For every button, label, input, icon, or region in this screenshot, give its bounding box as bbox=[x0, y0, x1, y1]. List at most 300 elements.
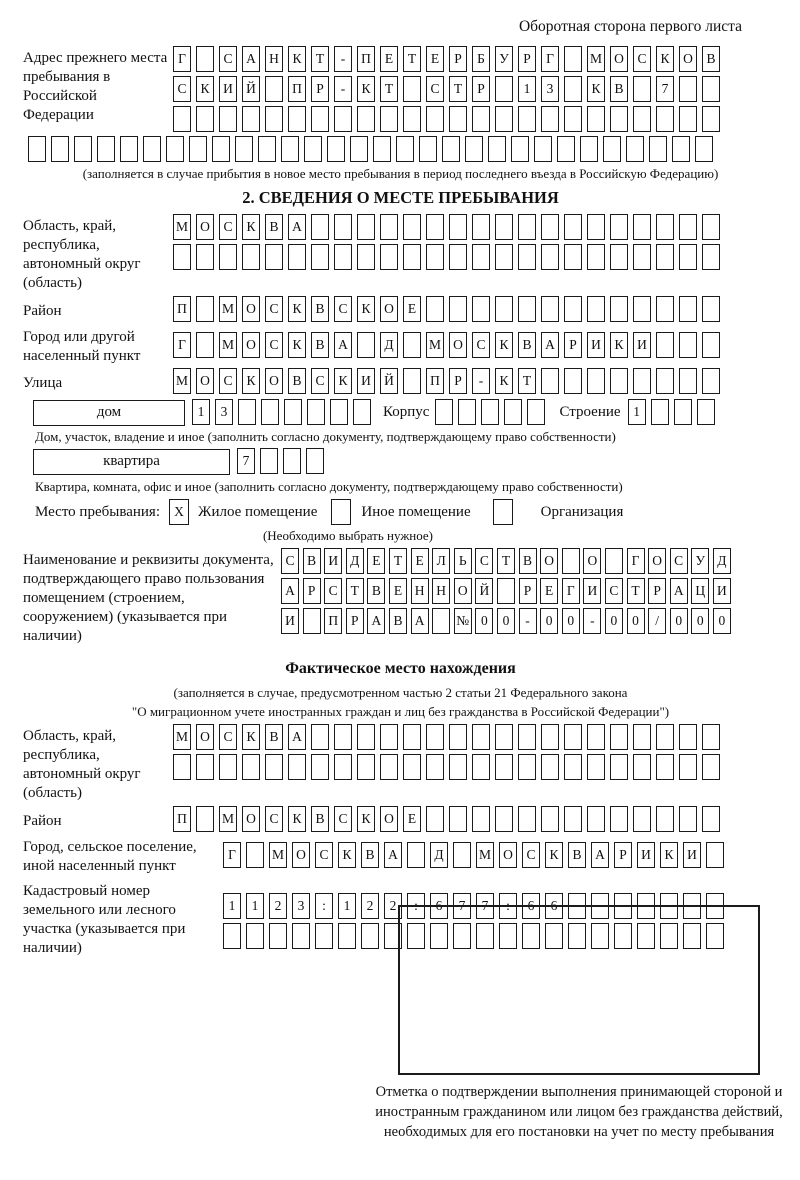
char-cell bbox=[315, 923, 333, 949]
char-cell: К bbox=[656, 46, 674, 72]
char-cell: С bbox=[281, 548, 299, 574]
char-cell: 7 bbox=[237, 448, 255, 474]
char-cell bbox=[403, 724, 421, 750]
char-cell bbox=[674, 399, 692, 425]
char-cell bbox=[564, 754, 582, 780]
char-cell: 1 bbox=[192, 399, 210, 425]
char-cell bbox=[453, 842, 471, 868]
char-cell: Г bbox=[173, 46, 191, 72]
char-cell bbox=[587, 106, 605, 132]
kvartira-note: Квартира, комната, офис и иное (заполнить согласно документу, подтверждающему право собственности) bbox=[35, 479, 623, 494]
char-cell: 0 bbox=[540, 608, 558, 634]
char-cell: Г bbox=[541, 46, 559, 72]
char-cell: М bbox=[587, 46, 605, 72]
char-cell: С bbox=[311, 368, 329, 394]
char-cell bbox=[350, 136, 368, 162]
char-cell: С bbox=[522, 842, 540, 868]
char-cell: Е bbox=[403, 296, 421, 322]
char-cell bbox=[587, 754, 605, 780]
char-cell bbox=[334, 724, 352, 750]
char-cell: И bbox=[583, 578, 601, 604]
char-cell bbox=[166, 136, 184, 162]
char-cell bbox=[518, 106, 536, 132]
char-cell bbox=[449, 244, 467, 270]
char-cell: К bbox=[288, 46, 306, 72]
char-cell bbox=[173, 754, 191, 780]
char-cell bbox=[472, 106, 490, 132]
oblast-label: Область, край, республика, автономный округ (область) bbox=[23, 218, 141, 291]
char-cell bbox=[564, 214, 582, 240]
char-cell bbox=[679, 76, 697, 102]
char-cell bbox=[580, 136, 598, 162]
char-cell bbox=[28, 136, 46, 162]
char-cell bbox=[283, 448, 301, 474]
char-cell bbox=[196, 296, 214, 322]
char-cell: О bbox=[679, 46, 697, 72]
char-cell bbox=[495, 214, 513, 240]
char-cell: О bbox=[610, 46, 628, 72]
char-cell bbox=[497, 578, 515, 604]
char-cell: П bbox=[324, 608, 342, 634]
char-cell bbox=[518, 296, 536, 322]
char-cell bbox=[605, 548, 623, 574]
char-cell bbox=[504, 399, 522, 425]
char-cell bbox=[564, 806, 582, 832]
char-cell bbox=[472, 724, 490, 750]
char-cell bbox=[679, 214, 697, 240]
char-cell bbox=[120, 136, 138, 162]
char-cell bbox=[541, 244, 559, 270]
char-cell: С bbox=[219, 368, 237, 394]
char-cell bbox=[288, 106, 306, 132]
char-cell: 7 bbox=[453, 893, 471, 919]
char-row-raion bbox=[173, 296, 720, 323]
char-cell bbox=[281, 136, 299, 162]
char-cell bbox=[265, 106, 283, 132]
char-cell bbox=[311, 724, 329, 750]
char-cell bbox=[541, 724, 559, 750]
char-cell bbox=[442, 136, 460, 162]
char-cell bbox=[472, 296, 490, 322]
char-cell bbox=[357, 214, 375, 240]
char-cell: : bbox=[315, 893, 333, 919]
char-cell bbox=[702, 724, 720, 750]
char-cell bbox=[706, 842, 724, 868]
char-cell bbox=[219, 106, 237, 132]
char-cell: Р bbox=[614, 842, 632, 868]
char-row-korpus bbox=[435, 399, 545, 426]
char-cell bbox=[403, 76, 421, 102]
char-cell: Н bbox=[432, 578, 450, 604]
dom-box: дом bbox=[33, 400, 185, 426]
char-cell: 1 bbox=[338, 893, 356, 919]
char-cell: А bbox=[242, 46, 260, 72]
char-cell: Р bbox=[648, 578, 666, 604]
char-cell: 0 bbox=[605, 608, 623, 634]
char-cell bbox=[196, 106, 214, 132]
char-cell bbox=[541, 214, 559, 240]
char-cell bbox=[672, 136, 690, 162]
backside-note: Оборотная сторона первого листа bbox=[518, 18, 742, 35]
char-cell: Т bbox=[518, 368, 536, 394]
char-cell: С bbox=[426, 76, 444, 102]
char-cell bbox=[610, 724, 628, 750]
char-cell bbox=[407, 842, 425, 868]
char-cell: А bbox=[334, 332, 352, 358]
char-cell: П bbox=[173, 806, 191, 832]
char-cell: Л bbox=[432, 548, 450, 574]
char-cell bbox=[656, 244, 674, 270]
stamp-note: Отметка о подтверждении выполнения принимающей стороной и иностранным гражданином или лицом без гражданства действий, необходимых для его постановки на учет по месту пребывания bbox=[375, 1084, 783, 1140]
char-cell: С bbox=[219, 214, 237, 240]
char-cell: Т bbox=[403, 46, 421, 72]
char-cell: М bbox=[219, 332, 237, 358]
char-cell bbox=[246, 842, 264, 868]
char-cell: К bbox=[334, 368, 352, 394]
field-document bbox=[23, 548, 800, 646]
char-cell bbox=[633, 106, 651, 132]
char-cell: И bbox=[357, 368, 375, 394]
char-cell bbox=[656, 332, 674, 358]
char-cell: Р bbox=[519, 578, 537, 604]
char-cell bbox=[564, 244, 582, 270]
char-cell bbox=[311, 754, 329, 780]
char-cell: 1 bbox=[518, 76, 536, 102]
char-cell bbox=[541, 754, 559, 780]
char-cell: Д bbox=[380, 332, 398, 358]
char-cell bbox=[702, 296, 720, 322]
char-cell bbox=[380, 724, 398, 750]
char-cell bbox=[334, 244, 352, 270]
option-other-premises-label: Иное помещение bbox=[361, 503, 471, 520]
char-cell: Г bbox=[223, 842, 241, 868]
field-ulitsa bbox=[23, 368, 800, 395]
char-cell: С bbox=[315, 842, 333, 868]
char-cell: Б bbox=[472, 46, 490, 72]
stay-type-note: (Необходимо выбрать нужное) bbox=[262, 528, 434, 543]
char-cell bbox=[656, 214, 674, 240]
char-cell bbox=[695, 136, 713, 162]
char-cell bbox=[495, 806, 513, 832]
char-cell: Е bbox=[426, 46, 444, 72]
char-cell: Р bbox=[311, 76, 329, 102]
char-cell bbox=[495, 754, 513, 780]
char-row-dom bbox=[192, 399, 371, 426]
char-cell bbox=[258, 136, 276, 162]
option-organization-label: Организация bbox=[540, 503, 624, 520]
char-cell: И bbox=[587, 332, 605, 358]
char-cell bbox=[564, 106, 582, 132]
char-cell: Н bbox=[411, 578, 429, 604]
char-cell: Р bbox=[449, 46, 467, 72]
char-cell bbox=[449, 214, 467, 240]
char-cell: О bbox=[499, 842, 517, 868]
checkbox-residential: X bbox=[169, 499, 189, 525]
char-cell: Ь bbox=[454, 548, 472, 574]
char-cell bbox=[311, 106, 329, 132]
char-cell bbox=[260, 448, 278, 474]
char-cell: В bbox=[518, 332, 536, 358]
field-prev-address bbox=[23, 46, 800, 133]
char-cell: А bbox=[591, 842, 609, 868]
char-cell bbox=[432, 608, 450, 634]
prev-address-note: (заполняется в случае прибытия в новое место пребывания в период последнего въезда в Российскую Федерацию) bbox=[82, 166, 719, 181]
char-cell: В bbox=[367, 578, 385, 604]
char-cell bbox=[679, 106, 697, 132]
char-cell bbox=[242, 754, 260, 780]
char-cell bbox=[357, 106, 375, 132]
char-cell: В bbox=[610, 76, 628, 102]
char-cell: И bbox=[637, 842, 655, 868]
char-cell bbox=[242, 106, 260, 132]
char-cell: К bbox=[660, 842, 678, 868]
char-cell: Т bbox=[380, 76, 398, 102]
char-cell bbox=[419, 136, 437, 162]
char-cell: 2 bbox=[384, 893, 402, 919]
char-row-oblast2-1 bbox=[173, 724, 720, 751]
char-cell: О bbox=[242, 296, 260, 322]
char-cell: О bbox=[196, 368, 214, 394]
char-cell bbox=[143, 136, 161, 162]
char-cell: П bbox=[288, 76, 306, 102]
char-row-kvartira bbox=[237, 448, 324, 475]
char-cell: А bbox=[541, 332, 559, 358]
char-cell: Р bbox=[303, 578, 321, 604]
char-cell: - bbox=[334, 76, 352, 102]
char-cell: 0 bbox=[713, 608, 731, 634]
char-cell bbox=[396, 136, 414, 162]
char-cell: О bbox=[292, 842, 310, 868]
char-row-prev-address-3 bbox=[173, 106, 720, 133]
field-raion2 bbox=[23, 806, 800, 833]
stamp-box bbox=[398, 905, 760, 1075]
char-cell: В bbox=[303, 548, 321, 574]
char-cell: С bbox=[219, 724, 237, 750]
apartment-row bbox=[23, 448, 800, 475]
char-cell bbox=[97, 136, 115, 162]
house-row bbox=[23, 399, 800, 426]
char-cell bbox=[51, 136, 69, 162]
char-cell bbox=[353, 399, 371, 425]
char-cell bbox=[587, 244, 605, 270]
raion-label: Район bbox=[23, 302, 62, 319]
char-cell: Е bbox=[380, 46, 398, 72]
char-cell: 1 bbox=[246, 893, 264, 919]
char-cell bbox=[449, 106, 467, 132]
char-cell bbox=[223, 923, 241, 949]
char-cell bbox=[633, 754, 651, 780]
char-cell: С bbox=[472, 332, 490, 358]
char-cell: В bbox=[311, 332, 329, 358]
char-cell bbox=[679, 754, 697, 780]
char-cell: К bbox=[357, 806, 375, 832]
char-cell bbox=[564, 368, 582, 394]
char-cell: О bbox=[454, 578, 472, 604]
char-cell bbox=[327, 136, 345, 162]
char-cell: Е bbox=[367, 548, 385, 574]
char-cell bbox=[541, 368, 559, 394]
char-cell: 6 bbox=[522, 893, 540, 919]
char-cell: Н bbox=[265, 46, 283, 72]
char-cell: Д bbox=[346, 548, 364, 574]
char-cell bbox=[518, 244, 536, 270]
char-cell: В bbox=[265, 724, 283, 750]
char-cell bbox=[311, 244, 329, 270]
char-cell: И bbox=[713, 578, 731, 604]
raion2-label: Район bbox=[23, 812, 62, 829]
char-cell bbox=[495, 296, 513, 322]
char-cell bbox=[334, 754, 352, 780]
char-cell bbox=[265, 244, 283, 270]
char-cell: Е bbox=[411, 548, 429, 574]
char-cell: К bbox=[242, 368, 260, 394]
char-cell bbox=[518, 724, 536, 750]
char-cell: Т bbox=[389, 548, 407, 574]
char-cell: О bbox=[196, 214, 214, 240]
char-cell: 7 bbox=[476, 893, 494, 919]
char-row-oblast-2 bbox=[173, 244, 720, 271]
char-cell: К bbox=[242, 214, 260, 240]
char-cell bbox=[656, 724, 674, 750]
char-cell bbox=[557, 136, 575, 162]
char-cell: К bbox=[545, 842, 563, 868]
char-cell bbox=[610, 806, 628, 832]
char-cell: Т bbox=[346, 578, 364, 604]
char-cell: 0 bbox=[562, 608, 580, 634]
char-cell bbox=[702, 76, 720, 102]
field-oblast2 bbox=[23, 724, 800, 803]
field-gorod2 bbox=[23, 835, 800, 876]
char-cell: 3 bbox=[541, 76, 559, 102]
char-cell bbox=[587, 806, 605, 832]
char-cell: Р bbox=[472, 76, 490, 102]
char-cell bbox=[426, 106, 444, 132]
char-cell bbox=[603, 136, 621, 162]
char-cell bbox=[196, 754, 214, 780]
char-cell: К bbox=[288, 296, 306, 322]
char-cell: 2 bbox=[269, 893, 287, 919]
char-cell: Ц bbox=[691, 578, 709, 604]
char-cell: М bbox=[269, 842, 287, 868]
char-cell bbox=[449, 754, 467, 780]
char-cell: С bbox=[173, 76, 191, 102]
char-cell bbox=[679, 806, 697, 832]
char-row-doc-2 bbox=[281, 578, 731, 605]
char-cell: 0 bbox=[627, 608, 645, 634]
char-cell: И bbox=[219, 76, 237, 102]
char-cell: 0 bbox=[475, 608, 493, 634]
char-cell: Е bbox=[403, 806, 421, 832]
char-cell bbox=[633, 244, 651, 270]
char-cell: О bbox=[583, 548, 601, 574]
stay-type-label: Место пребывания: bbox=[35, 503, 160, 520]
char-cell bbox=[610, 214, 628, 240]
char-cell: Т bbox=[497, 548, 515, 574]
char-cell bbox=[403, 214, 421, 240]
char-cell: С bbox=[605, 578, 623, 604]
char-cell bbox=[306, 448, 324, 474]
char-cell bbox=[488, 136, 506, 162]
char-row-oblast-1 bbox=[173, 214, 720, 241]
char-cell bbox=[426, 806, 444, 832]
fact-location-note-1: (заполняется в случае, предусмотренном частью 2 статьи 21 Федерального закона bbox=[173, 685, 628, 700]
ulitsa-label: Улица bbox=[23, 374, 63, 391]
char-cell bbox=[633, 214, 651, 240]
char-cell bbox=[357, 754, 375, 780]
char-cell: В bbox=[389, 608, 407, 634]
char-cell bbox=[380, 214, 398, 240]
char-cell bbox=[587, 214, 605, 240]
char-cell bbox=[373, 136, 391, 162]
char-row-prev-address-2 bbox=[173, 76, 720, 103]
char-cell bbox=[292, 923, 310, 949]
char-cell: С bbox=[475, 548, 493, 574]
char-cell bbox=[426, 244, 444, 270]
char-cell: В bbox=[265, 214, 283, 240]
char-cell: В bbox=[288, 368, 306, 394]
char-cell bbox=[196, 332, 214, 358]
char-cell: Р bbox=[449, 368, 467, 394]
char-cell bbox=[697, 399, 715, 425]
char-cell: О bbox=[449, 332, 467, 358]
char-cell bbox=[426, 296, 444, 322]
char-cell: О bbox=[540, 548, 558, 574]
char-cell bbox=[587, 368, 605, 394]
char-cell bbox=[265, 754, 283, 780]
char-cell: П bbox=[357, 46, 375, 72]
char-cell bbox=[656, 368, 674, 394]
char-cell: 0 bbox=[670, 608, 688, 634]
char-cell: 0 bbox=[497, 608, 515, 634]
char-cell bbox=[610, 296, 628, 322]
char-cell bbox=[449, 806, 467, 832]
char-cell: К bbox=[338, 842, 356, 868]
char-row-doc-3 bbox=[281, 608, 731, 635]
char-cell bbox=[357, 244, 375, 270]
char-cell: / bbox=[648, 608, 666, 634]
char-row-oblast2-2 bbox=[173, 754, 720, 781]
char-cell: В bbox=[519, 548, 537, 574]
char-cell bbox=[679, 332, 697, 358]
char-cell bbox=[633, 76, 651, 102]
char-cell: А bbox=[384, 842, 402, 868]
char-cell: М bbox=[173, 214, 191, 240]
char-cell bbox=[651, 399, 669, 425]
prev-address-label: Адрес прежнего места пребывания в Российской Федерации bbox=[23, 50, 168, 123]
char-cell bbox=[656, 106, 674, 132]
char-cell: 7 bbox=[656, 76, 674, 102]
char-cell bbox=[649, 136, 667, 162]
char-cell bbox=[303, 608, 321, 634]
char-cell: С bbox=[633, 46, 651, 72]
char-row-doc-1 bbox=[281, 548, 731, 575]
char-cell bbox=[610, 106, 628, 132]
char-cell: Й bbox=[242, 76, 260, 102]
char-cell bbox=[610, 368, 628, 394]
char-row-prev-address-overflow bbox=[28, 136, 800, 163]
char-cell: А bbox=[288, 214, 306, 240]
char-cell: М bbox=[426, 332, 444, 358]
char-cell bbox=[380, 244, 398, 270]
char-cell bbox=[472, 214, 490, 240]
char-cell: И bbox=[633, 332, 651, 358]
char-cell bbox=[534, 136, 552, 162]
char-cell: 2 bbox=[361, 893, 379, 919]
korpus-label: Корпус bbox=[383, 404, 430, 420]
char-cell bbox=[564, 46, 582, 72]
char-cell bbox=[403, 244, 421, 270]
char-cell bbox=[288, 754, 306, 780]
